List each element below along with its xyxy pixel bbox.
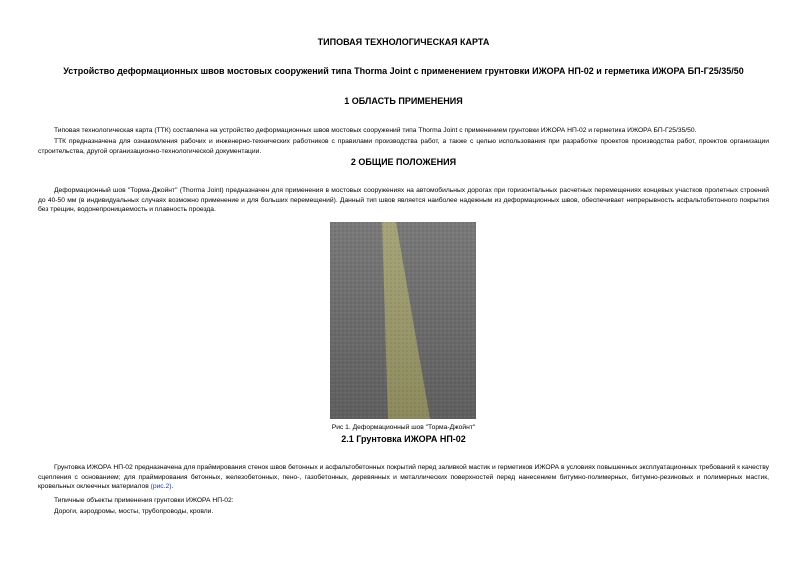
subsection-paragraph-2-text: Типичные объекты применения грунтовки ИЖОРА НП-02: [54, 497, 234, 504]
section-1-paragraph-2-text: ТТК предназначена для ознакомления рабочих и инженерно-технических работников с правилами производства работ, а также с целью использования при разработке проектов производства работ, проектов организации строительства, другой организационно-технологической документации. [38, 138, 769, 155]
subsection-paragraph-1 [38, 463, 769, 492]
section-2-heading: 2 ОБЩИЕ ПОЛОЖЕНИЯ [350, 157, 457, 167]
subsection-paragraph-3-text: Дороги, аэродромы, мосты, трубопроводы, кровли. [54, 508, 214, 515]
section-2-paragraph-1 [38, 186, 769, 215]
subsection-paragraph-1-end: . [171, 483, 174, 491]
section-1-paragraph-1-text: Типовая технологическая карта (ТТК) составлена на устройство деформационных швов мостовых сооружений типа Thorma Joint с применением грунтовки ИЖОРА НП-02 и герметика ИЖОРА БП-Г25/35/50. [54, 127, 697, 134]
section-1-heading: 1 ОБЛАСТЬ ПРИМЕНЕНИЯ [344, 96, 463, 106]
subsection-heading: 2.1 Грунтовка ИЖОРА НП-02 [341, 434, 466, 444]
subsection-paragraph-2 [38, 496, 769, 506]
figure-2-link[interactable]: (рис.2) [150, 483, 172, 491]
joint-photo [330, 222, 476, 419]
document-title: ТИПОВАЯ ТЕХНОЛОГИЧЕСКАЯ КАРТА [317, 37, 490, 47]
subsection-paragraph-3 [38, 507, 769, 517]
document-subtitle: Устройство деформационных швов мостовых сооружений типа Thorma Joint с применением грунтовки ИЖОРА НП-02 и герметика ИЖОРА БП-Г25/35/50 [63, 66, 744, 76]
section-2-paragraph-1-text: Деформационный шов "Торма-Джойнт" (Thorma Joint) предназначен для применения в мостовых сооружениях на автомобильных дорогах при горизонтальных расчетных перемещениях концевых участков пролетных строений до 40-50 мм (в индивидуальных случаях возможно применение и для больших перемещений). Данный тип швов является наиболее надежным из деформационных швов, обеспечивает непрерывность асфальтобетонного покрытия без трещин, водонепроницаемость и плавность проезда. [38, 187, 769, 214]
section-1-paragraph-2 [38, 137, 769, 156]
section-1-paragraph-1 [38, 126, 769, 136]
subsection-paragraph-1-text: Грунтовка ИЖОРА НП-02 предназначена для праймирования стенок швов бетонных и асфальтобетонных покрытий перед заливкой мастик и герметиков ИЖОРА в условиях повышенных эксплуатационных требований к качеству сцепления с основанием; для праймирования бетонных, железобетонных, пено-, газобетонных, деревянных и металлических поверхностей перед нанесением битумно-полимерных, битумно-резиновых и полимерных мастик, кровельных оклеечных материалов [38, 464, 769, 491]
figure-caption: Рис 1. Деформационный шов "Торма-Джойнт" [331, 424, 476, 431]
joint-photo-illustration [330, 222, 476, 419]
